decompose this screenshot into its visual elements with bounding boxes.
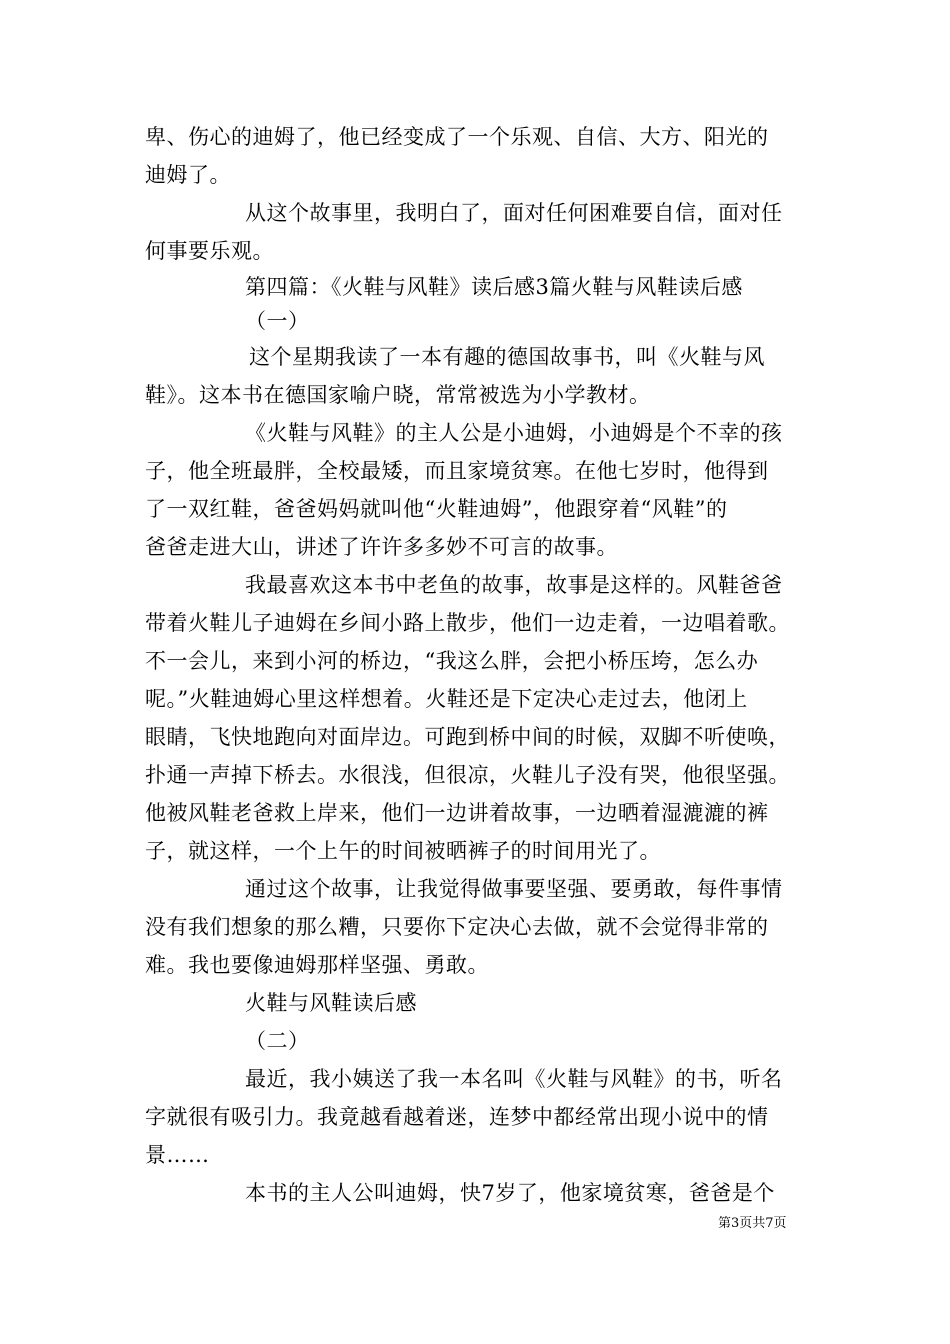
- page-number-footer: 第3页共7页: [718, 1216, 787, 1231]
- text-line: 何事要乐观。: [145, 239, 274, 263]
- text-line: 从这个故事里，我明白了，面对任何困难要自信，面对任: [245, 201, 783, 225]
- text-line: 卑、伤心的迪姆了，他已经变成了一个乐观、自信、大方、阳光的: [145, 125, 769, 149]
- text-line: 子，他全班最胖，全校最矮，而且家境贫寒。在他七岁时，他得到: [145, 459, 769, 483]
- text-line: 不一会儿，来到小河的桥边，“我这么胖，会把小桥压垮，怎么办: [145, 649, 759, 673]
- text-line: 子，就这样，一个上午的时间被晒裤子的时间用光了。: [145, 839, 661, 863]
- text-line: 没有我们想象的那么糟，只要你下定决心去做，就不会觉得非常的: [145, 915, 769, 939]
- section-subheading: （二）: [245, 1029, 310, 1053]
- text-line: 眼睛，飞快地跑向对面岸边。可跑到桥中间的时候，双脚不听使唤，: [145, 725, 790, 749]
- text-line: 迪姆了。: [145, 163, 231, 187]
- text-line: 了一双红鞋，爸爸妈妈就叫他“火鞋迪姆”，他跟穿着“风鞋”的: [145, 497, 728, 521]
- text-line: 难。我也要像迪姆那样坚强、勇敢。: [145, 953, 489, 977]
- text-line: 呢。”火鞋迪姆心里这样想着。火鞋还是下定决心走过去，他闭上: [145, 687, 748, 711]
- section-heading: 火鞋与风鞋读后感: [245, 991, 417, 1015]
- text-line: 景……: [145, 1143, 210, 1167]
- text-line: 通过这个故事，让我觉得做事要坚强、要勇敢，每件事情: [245, 877, 783, 901]
- text-line: 鞋》。这本书在德国家喻户晓，常常被选为小学教材。: [145, 383, 651, 407]
- text-line: 我最喜欢这本书中老鱼的故事，故事是这样的。风鞋爸爸: [245, 573, 783, 597]
- section-heading: 第四篇：《火鞋与风鞋》读后感3篇火鞋与风鞋读后感: [245, 275, 743, 299]
- text-line: 最近，我小姨送了我一本名叫《火鞋与风鞋》的书，听名: [245, 1067, 783, 1091]
- text-line: 他被风鞋老爸救上岸来，他们一边讲着故事，一边晒着湿漉漉的裤: [145, 801, 769, 825]
- text-line: 爸爸走进大山，讲述了许许多多妙不可言的故事。: [145, 535, 618, 559]
- text-line: 《火鞋与风鞋》的主人公是小迪姆，小迪姆是个不幸的孩: [245, 421, 783, 445]
- text-line: 字就很有吸引力。我竟越看越着迷，连梦中都经常出现小说中的情: [145, 1105, 769, 1129]
- text-line: 本书的主人公叫迪姆，快7岁了，他家境贫寒，爸爸是个: [245, 1181, 775, 1205]
- text-line: 这个星期我读了一本有趣的德国故事书，叫《火鞋与风: [249, 345, 765, 369]
- text-line: 带着火鞋儿子迪姆在乡间小路上散步，他们一边走着，一边唱着歌。: [145, 611, 790, 635]
- section-subheading: （一）: [245, 309, 310, 333]
- text-line: 扑通一声掉下桥去。水很浅，但很凉，火鞋儿子没有哭，他很坚强。: [145, 763, 790, 787]
